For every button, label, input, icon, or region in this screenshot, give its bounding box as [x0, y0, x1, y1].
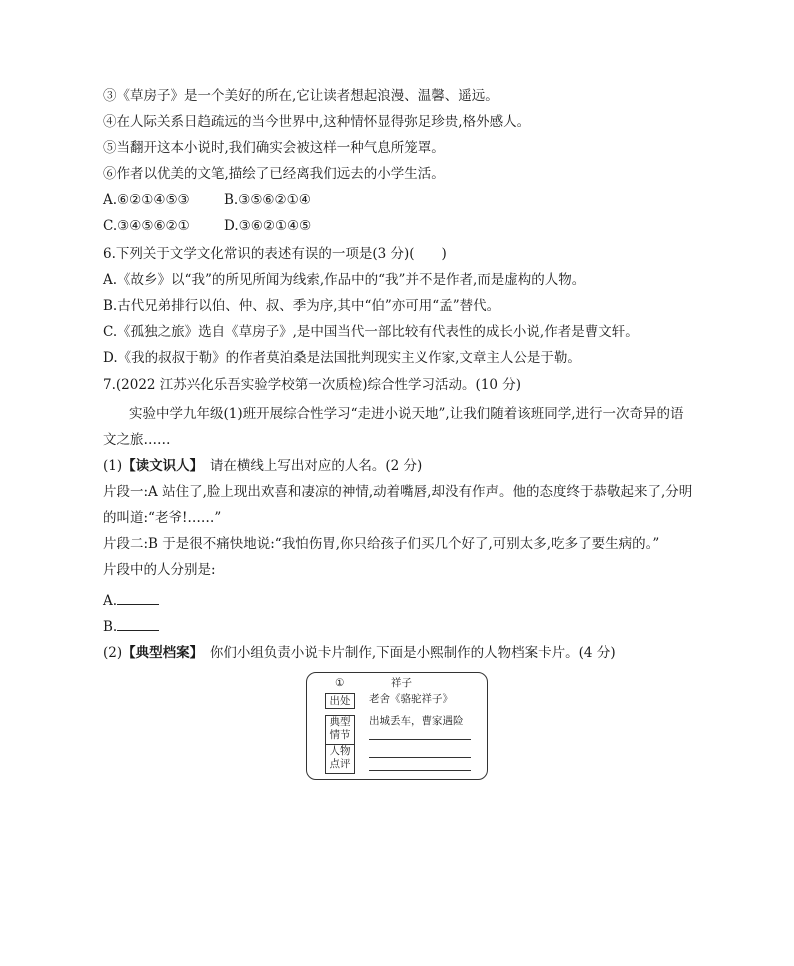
card-comment-label — [325, 744, 355, 774]
option-a: A.⑥②①④⑤③ — [103, 192, 190, 208]
card-comment-label-line-1: 人物 — [329, 745, 351, 757]
question-7: 7.(2022 江苏兴化乐吾实验学校第一次质检)综合性学习活动。(10 分) — [103, 377, 522, 393]
sentence-6: ⑥作者以优美的文笔,描绘了已经离我们远去的小学生活。 — [103, 166, 445, 182]
card-plot-blank[interactable] — [369, 739, 471, 740]
fragment-1-line-2: 的叫道:“老爷!……” — [103, 510, 222, 526]
sentence-5: ⑤当翻开这本小说时,我们确实会被这样一种气息所笼罩。 — [103, 140, 445, 156]
answer-a-blank[interactable] — [117, 590, 159, 605]
sub-question-2 — [103, 643, 616, 663]
answer-a — [103, 590, 159, 611]
sub-question-1-text: 请在横线上写出对应的人名。(2 分) — [196, 458, 423, 474]
card-comment-blank-2[interactable] — [369, 770, 471, 771]
sub-question-1 — [103, 456, 422, 476]
card-source-label: 出处 — [325, 693, 355, 709]
question-6-option-b: B.古代兄弟排行以伯、仲、叔、季为序,其中“伯”亦可用“孟”替代。 — [103, 298, 501, 314]
answer-b — [103, 616, 159, 637]
card-plot-label — [325, 715, 355, 745]
sub-question-2-title: 【典型档案】 — [122, 645, 197, 661]
question-6-option-d: D.《我的叔叔于勒》的作者莫泊桑是法国批判现实主义作家,文章主人公是于勒。 — [103, 350, 581, 366]
option-c: C.③④⑤⑥②① — [103, 218, 190, 234]
option-b: B.③⑤⑥②①④ — [224, 192, 311, 208]
card-comment-blank-1[interactable] — [369, 757, 471, 758]
intro-line-2: 文之旅…… — [103, 432, 171, 448]
sub-question-2-number: (2) — [103, 645, 123, 661]
card-character-name: 祥子 — [391, 677, 412, 689]
answer-b-blank[interactable] — [117, 616, 159, 631]
character-file-card — [306, 672, 488, 780]
question-6-option-c: C.《孤独之旅》选自《草房子》,是中国当代一部比较有代表性的成长小说,作者是曹文轩。 — [103, 324, 639, 340]
card-comment-label-line-2: 点评 — [329, 758, 351, 770]
card-source: 老舍《骆驼祥子》 — [369, 693, 453, 705]
card-number: ① — [335, 677, 345, 689]
card-plot: 出城丢车，曹家遇险 — [369, 715, 464, 727]
intro-line-1: 实验中学九年级(1)班开展综合性学习“走进小说天地”,让我们随着该班同学,进行一次奇异的语 — [129, 406, 684, 422]
sub-question-2-text: 你们小组负责小说卡片制作,下面是小熙制作的人物档案卡片。(4 分) — [196, 645, 616, 661]
answer-b-label: B. — [103, 619, 118, 635]
sub-question-1-title: 【读文识人】 — [122, 458, 197, 474]
answer-a-label: A. — [103, 593, 118, 609]
fragment-1-line-1: 片段一:A 站住了,脸上现出欢喜和凄凉的神情,动着嘴唇,却没有作声。他的态度终于恭敬起来了,分明 — [103, 484, 693, 500]
card-plot-label-line-1: 典型 — [329, 716, 351, 728]
card-plot-label-line-2: 情节 — [329, 729, 351, 741]
question-6-option-a: A.《故乡》以“我”的所见所闻为线索,作品中的“我”并不是作者,而是虚构的人物。 — [103, 272, 586, 288]
fragment-2: 片段二:B 于是很不痛快地说:“我怕伤胃,你只给孩子们买几个好了,可别太多,吃多了要生病的。” — [103, 536, 660, 552]
sentence-3: ③《草房子》是一个美好的所在,它让读者想起浪漫、温馨、遥远。 — [103, 88, 499, 104]
sub-question-1-number: (1) — [103, 458, 123, 474]
people-prompt: 片段中的人分别是: — [103, 562, 216, 578]
question-6: 6.下列关于文学文化常识的表述有误的一项是(3 分)( ) — [103, 246, 447, 262]
sentence-4: ④在人际关系日趋疏远的当今世界中,这种情怀显得弥足珍贵,格外感人。 — [103, 114, 531, 130]
option-d: D.③⑥②①④⑤ — [224, 218, 312, 234]
